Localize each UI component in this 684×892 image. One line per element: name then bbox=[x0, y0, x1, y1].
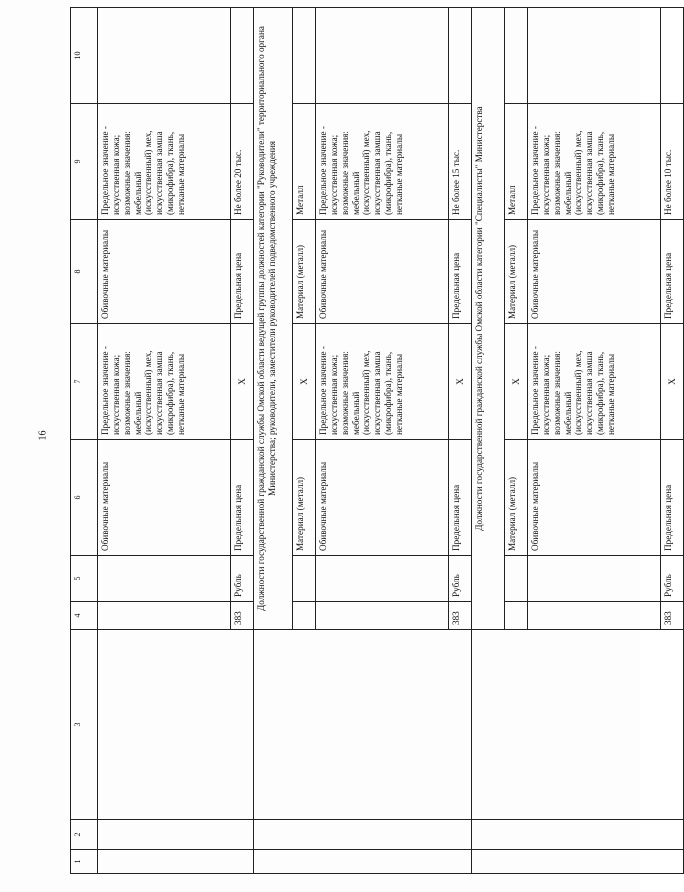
column-number-row bbox=[71, 8, 98, 874]
cell-blank bbox=[505, 556, 528, 602]
cell-value: Предельное значение - искусственная кожа; возможные значения: мебельный (искусственный) мех, искусственная замша (микрофибра), ткань, нетканые материалы bbox=[316, 104, 449, 220]
cell-characteristic: Предельная цена bbox=[449, 220, 472, 324]
cell-blank bbox=[449, 8, 472, 104]
section-heading: Должности государственной гражданской службы Омской области ведущей группы должностей категории "Руководители" территориального органа Министерства; руководители, заместители руководителей подведомственного учреждения bbox=[254, 8, 293, 630]
rotated-table-wrapper bbox=[70, 8, 677, 874]
cell-characteristic: Обивочные материалы bbox=[316, 440, 449, 556]
cell-value: X bbox=[661, 324, 684, 440]
cell-blank bbox=[98, 820, 254, 850]
cell-blank bbox=[254, 630, 472, 820]
col-number: 10 bbox=[71, 8, 98, 104]
cell-code: 383 bbox=[231, 602, 254, 630]
cell-blank bbox=[528, 602, 661, 630]
cell-value: X bbox=[293, 324, 316, 440]
cell-blank bbox=[472, 630, 684, 820]
cell-blank bbox=[231, 8, 254, 104]
col-number: 4 bbox=[71, 602, 98, 630]
cell-characteristic: Материал (металл) bbox=[505, 220, 528, 324]
cell-characteristic: Предельная цена bbox=[661, 220, 684, 324]
col-number: 6 bbox=[71, 440, 98, 556]
cell-characteristic: Предельная цена bbox=[449, 440, 472, 556]
requirements-table bbox=[70, 7, 684, 874]
cell-value: Предельное значение - искусственная кожа; возможные значения: мебельный (искусственный) мех, искусственная замша (микрофибра), ткань, нетканые материалы bbox=[528, 104, 661, 220]
cell-blank bbox=[254, 850, 472, 874]
section-heading-row bbox=[254, 8, 293, 874]
cell-blank bbox=[316, 556, 449, 602]
cell-unit: Рубль bbox=[449, 556, 472, 602]
cell-blank bbox=[505, 602, 528, 630]
cell-value: X bbox=[231, 324, 254, 440]
section-heading-row bbox=[472, 8, 505, 874]
cell-blank bbox=[293, 556, 316, 602]
cell-value: X bbox=[505, 324, 528, 440]
cell-blank bbox=[293, 602, 316, 630]
cell-characteristic: Материал (металл) bbox=[293, 440, 316, 556]
cell-blank bbox=[254, 820, 472, 850]
cell-unit: Рубль bbox=[661, 556, 684, 602]
col-number: 3 bbox=[71, 630, 98, 820]
cell-blank bbox=[98, 630, 254, 820]
cell-value: X bbox=[449, 324, 472, 440]
col-number: 8 bbox=[71, 220, 98, 324]
cell-blank bbox=[98, 850, 254, 874]
cell-characteristic: Материал (металл) bbox=[293, 220, 316, 324]
col-number: 1 bbox=[71, 850, 98, 874]
page-number: 16 bbox=[37, 430, 49, 441]
cell-blank bbox=[293, 8, 316, 104]
cell-characteristic: Материал (металл) bbox=[505, 440, 528, 556]
cell-value: Предельное значение - искусственная кожа; возможные значения: мебельный (искусственный) мех, искусственная замша (микрофибра), ткань, нетканые материалы bbox=[98, 324, 231, 440]
cell-characteristic: Обивочные материалы bbox=[316, 220, 449, 324]
cell-characteristic: Обивочные материалы bbox=[98, 440, 231, 556]
cell-value: Предельное значение - искусственная кожа; возможные значения: мебельный (искусственный) мех, искусственная замша (микрофибра), ткань, нетканые материалы bbox=[98, 104, 231, 220]
cell-characteristic: Обивочные материалы bbox=[528, 440, 661, 556]
cell-blank bbox=[661, 8, 684, 104]
cell-blank bbox=[472, 820, 684, 850]
cell-value: Металл bbox=[293, 104, 316, 220]
col-number: 5 bbox=[71, 556, 98, 602]
col-number: 7 bbox=[71, 324, 98, 440]
cell-value: Не более 15 тыс. bbox=[449, 104, 472, 220]
cell-characteristic: Предельная цена bbox=[231, 220, 254, 324]
col-number: 9 bbox=[71, 104, 98, 220]
cell-characteristic: Предельная цена bbox=[231, 440, 254, 556]
cell-characteristic: Обивочные материалы bbox=[528, 220, 661, 324]
cell-code: 383 bbox=[661, 602, 684, 630]
cell-value: Предельное значение - искусственная кожа; возможные значения: мебельный (искусственный) мех, искусственная замша (микрофибра), ткань, нетканые материалы bbox=[528, 324, 661, 440]
cell-blank bbox=[316, 602, 449, 630]
cell-blank bbox=[528, 8, 661, 104]
cell-value: Предельное значение - искусственная кожа; возможные значения: мебельный (искусственный) мех, искусственная замша (микрофибра), ткань, нетканые материалы bbox=[316, 324, 449, 440]
cell-unit: Рубль bbox=[231, 556, 254, 602]
col-number: 2 bbox=[71, 820, 98, 850]
cell-value: Металл bbox=[505, 104, 528, 220]
cell-blank bbox=[505, 8, 528, 104]
cell-characteristic: Предельная цена bbox=[661, 440, 684, 556]
cell-blank bbox=[316, 8, 449, 104]
cell-blank bbox=[98, 602, 231, 630]
cell-value: Не более 10 тыс. bbox=[661, 104, 684, 220]
cell-blank bbox=[98, 556, 231, 602]
cell-code: 383 bbox=[449, 602, 472, 630]
section-heading: Должности государственной гражданской службы Омской области категории "Специалисты" Министерства bbox=[472, 8, 505, 630]
table-row bbox=[98, 8, 231, 874]
cell-value: Не более 20 тыс. bbox=[231, 104, 254, 220]
cell-characteristic: Обивочные материалы bbox=[98, 220, 231, 324]
cell-blank bbox=[98, 8, 231, 104]
cell-blank bbox=[528, 556, 661, 602]
cell-blank bbox=[472, 850, 684, 874]
